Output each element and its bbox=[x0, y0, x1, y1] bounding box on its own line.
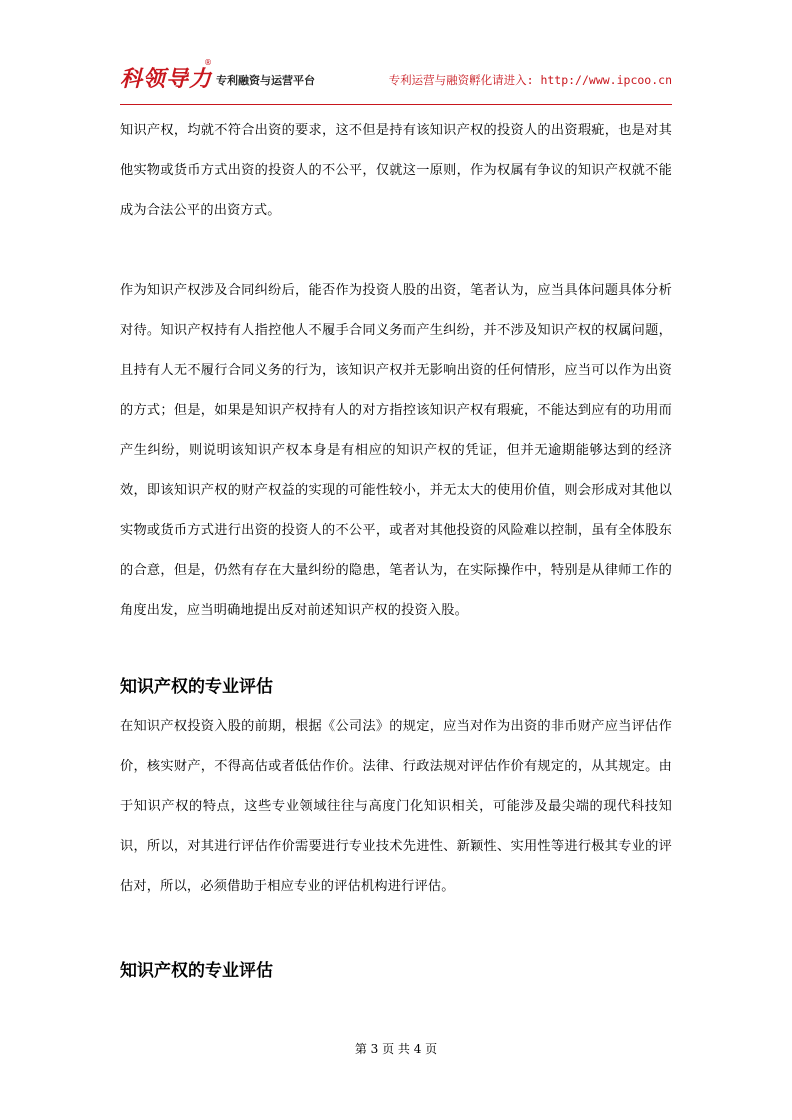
header-divider bbox=[120, 104, 672, 105]
header-website-link[interactable]: 专利运营与融资孵化请进入: http://www.ipcoo.cn bbox=[388, 73, 672, 87]
section-spacer bbox=[120, 631, 672, 667]
section-heading-2: 知识产权的专业评估 bbox=[120, 961, 273, 981]
page-header bbox=[120, 60, 672, 96]
document-body bbox=[120, 111, 672, 991]
page-number-footer: 第 3 页 共 4 页 bbox=[354, 1042, 438, 1056]
paragraph-2: 作为知识产权涉及合同纠纷后，能否作为投资人股的出资，笔者认为，应当具体问题具体分析对待。知识产权持有人指控他人不履手合同义务而产生纠纷，并不涉及知识产权的权属问题，且持有人无不履行合同义务的行为，该知识产权并无影响出资的任何情形，应当可以作为出资的方式；但是，如果是知识产权持有人的对方指控该知识产权有瑕疵，不能达到应有的功用而产生纠纷，则说明该知识产权本身是有相应的知识产权的凭证，但并无逾期能够达到的经济效，即该知识产权的财产权益的实现的可能性较小，并无太大的使用价值，则会形成对其他以实物或货币方式进行出资的投资人的不公平，或者对其他投资的风险难以控制，虽有全体股东的合意，但是，仍然有存在大量纠纷的隐患，笔者认为，在实际操作中，特别是从律师工作的角度出发，应当明确地提出反对前述知识产权的投资入股。 bbox=[120, 283, 672, 618]
brand-logo: 科领导力 bbox=[120, 66, 213, 92]
paragraph-spacer bbox=[120, 231, 672, 271]
registered-mark: ® bbox=[204, 58, 212, 67]
section-heading-1: 知识产权的专业评估 bbox=[120, 677, 273, 697]
section-spacer bbox=[120, 907, 672, 951]
paragraph-3: 在知识产权投资入股的前期，根据《公司法》的规定，应当对作为出资的非币财产应当评估作价，核实财产，不得高估或者低估作价。法律、行政法规对评估作价有规定的，从其规定。由于知识产权的特点，这些专业领域往往与高度门化知识相关，可能涉及最尖端的现代科技知识，所以，对其进行评估作价需要进行专业技术先进性、新颖性、实用性等进行极其专业的评估对，所以，必须借助于相应专业的评估机构进行评估。 bbox=[120, 719, 672, 894]
platform-label: 专利融资与运营平台 bbox=[216, 74, 315, 87]
paragraph-1: 知识产权，均就不符合出资的要求，这不但是持有该知识产权的投资人的出资瑕疵，也是对其他实物或货币方式出资的投资人的不公平，仅就这一原则，作为权属有争议的知识产权就不能成为合法公平的出资方式。 bbox=[120, 123, 672, 218]
